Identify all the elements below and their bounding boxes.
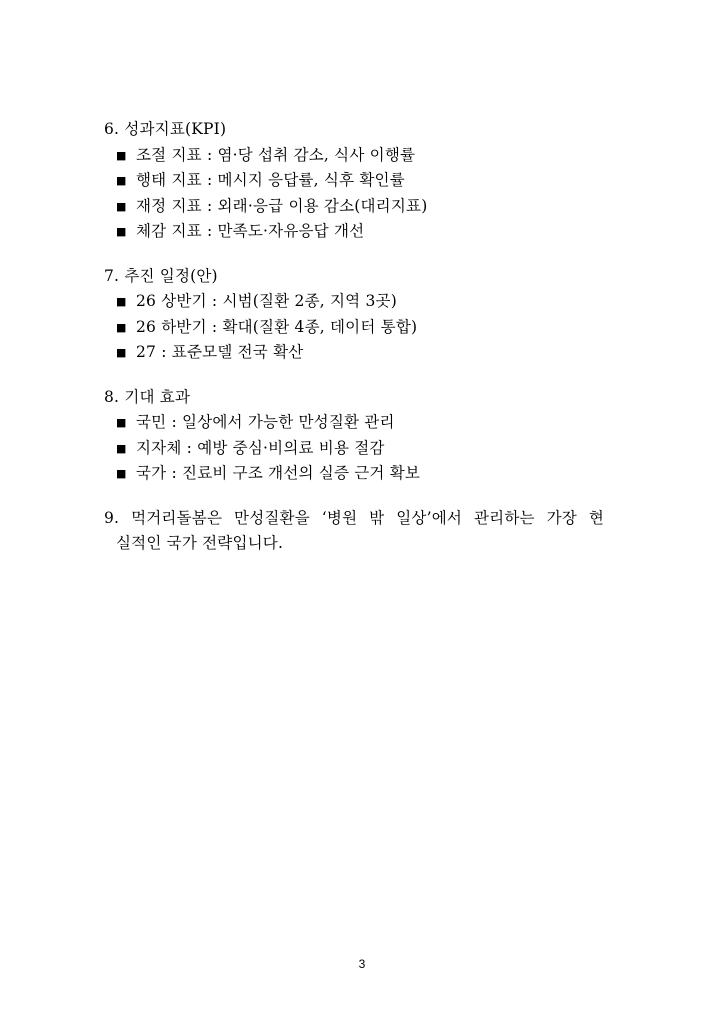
conclusion-line-2: 실적인 국가 전략입니다.	[116, 534, 284, 552]
list-item-text: 국가 : 진료비 구조 개선의 실증 근거 확보	[136, 464, 421, 482]
page-number: 3	[358, 957, 366, 971]
list-item	[104, 315, 614, 341]
list-item	[104, 194, 614, 220]
square-bullet-icon: ■	[116, 225, 127, 238]
list-item	[104, 289, 614, 315]
page-content	[104, 117, 614, 557]
list-item-text: 체감 지표 : 만족도·자유응답 개선	[136, 222, 365, 240]
list-item	[104, 461, 614, 487]
square-bullet-icon: ■	[116, 441, 127, 455]
section-heading: 7. 추진 일정(안)	[104, 266, 218, 285]
list-item-text: 지자체 : 예방 중심·비의료 비용 절감	[136, 438, 385, 457]
square-bullet-icon: ■	[116, 199, 127, 213]
list-item	[104, 143, 614, 169]
conclusion-paragraph	[104, 506, 614, 557]
list-item-text: 재정 지표 : 외래·응급 이용 감소(대리지표)	[136, 196, 428, 215]
section-expected-effects	[104, 385, 614, 487]
conclusion-line-1: 9. 먹거리돌봄은 만성질환을 ‘병원 밖 일상’에서 관리하는 가장 현	[104, 508, 604, 527]
bullet-list	[104, 410, 614, 487]
list-item-text: 27 : 표준모델 전국 확산	[136, 343, 304, 361]
square-bullet-icon: ■	[116, 148, 127, 162]
list-item-text: 국민 : 일상에서 가능한 만성질환 관리	[136, 413, 395, 431]
section-heading: 8. 기대 효과	[104, 387, 191, 406]
section-kpi	[104, 117, 614, 245]
list-item	[104, 436, 614, 462]
section-schedule	[104, 264, 614, 366]
square-bullet-icon: ■	[116, 346, 127, 359]
list-item	[104, 340, 614, 366]
square-bullet-icon: ■	[116, 174, 127, 187]
list-item	[104, 410, 614, 436]
square-bullet-icon: ■	[116, 295, 127, 308]
list-item-text: 26 하반기 : 확대(질환 4종, 데이터 통합)	[136, 317, 418, 336]
list-item	[104, 168, 614, 194]
bullet-list	[104, 143, 614, 245]
list-item	[104, 219, 614, 245]
square-bullet-icon: ■	[116, 416, 127, 429]
list-item-text: 행태 지표 : 메시지 응답률, 식후 확인률	[136, 171, 405, 189]
bullet-list	[104, 289, 614, 366]
list-item-text: 26 상반기 : 시범(질환 2종, 지역 3곳)	[136, 292, 397, 310]
square-bullet-icon: ■	[116, 467, 127, 480]
section-heading: 6. 성과지표(KPI)	[104, 120, 227, 138]
square-bullet-icon: ■	[116, 320, 127, 334]
list-item-text: 조절 지표 : 염·당 섭취 감소, 식사 이행률	[136, 145, 416, 164]
